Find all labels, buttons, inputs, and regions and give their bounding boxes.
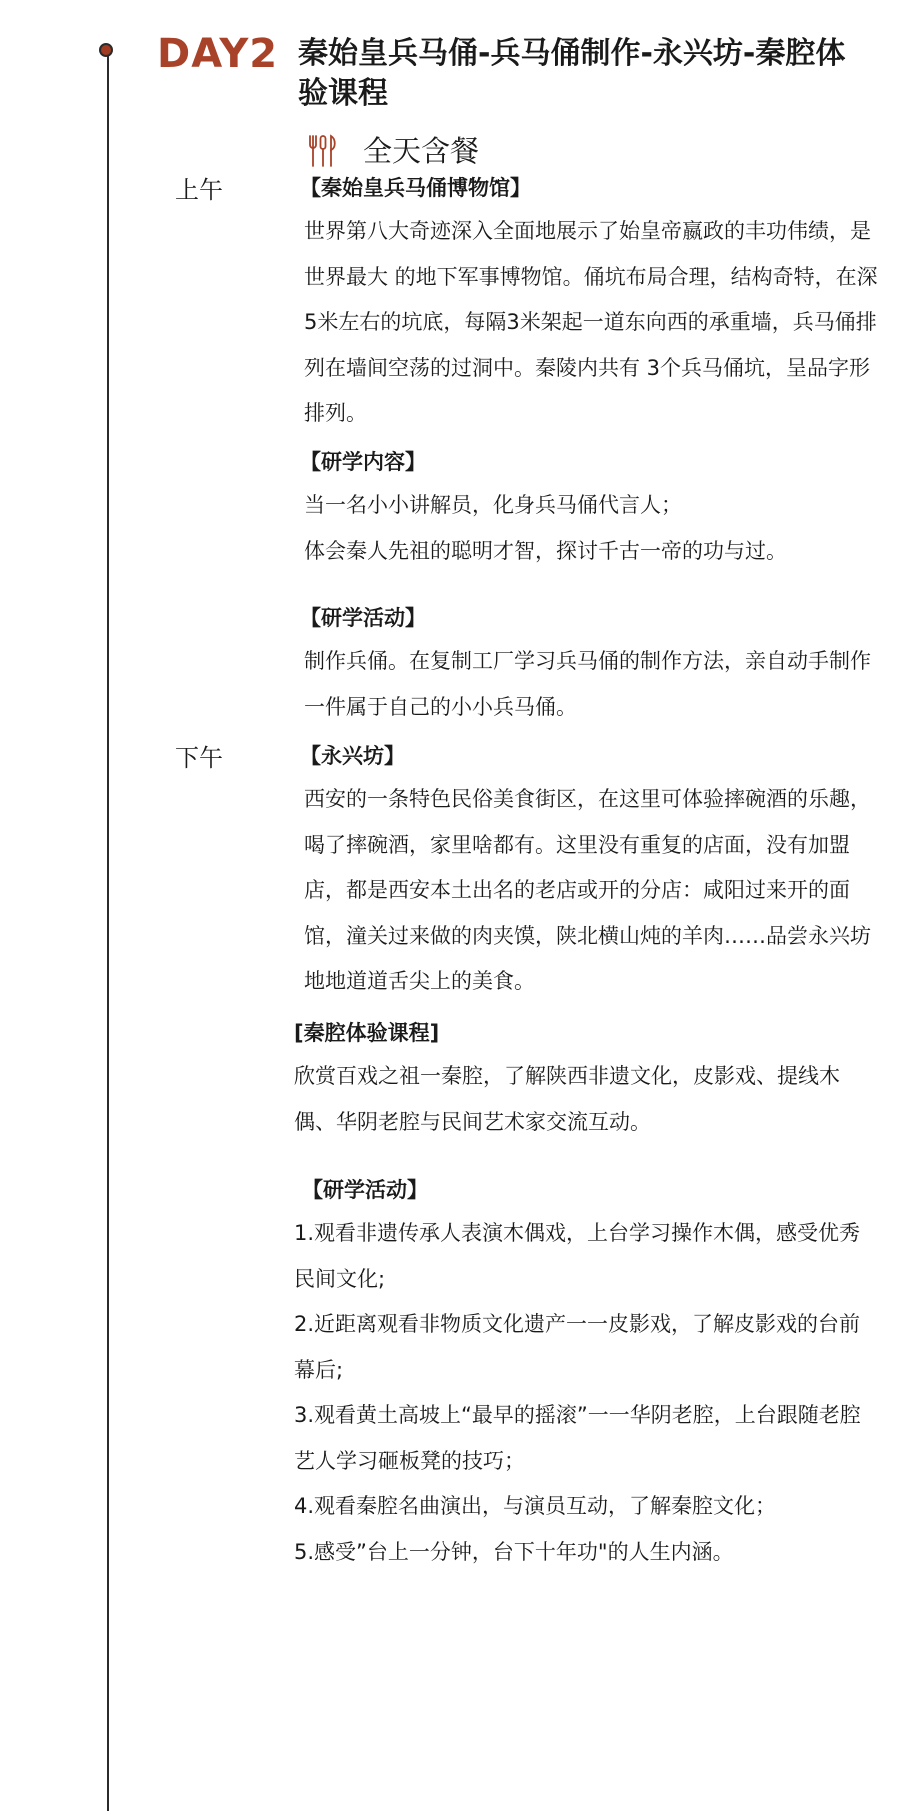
period-afternoon: 下午: [175, 744, 223, 772]
day-title: 秦始皇兵马俑-兵马俑制作-永兴坊-秦腔体验课程: [298, 36, 846, 111]
afternoon-activity-section: [294, 1175, 874, 1575]
museum-section: [300, 173, 880, 437]
afternoon-activity-heading: 【研学活动】: [302, 1178, 428, 1202]
meal-label: 全天含餐: [363, 134, 480, 168]
activity-list: [294, 1211, 874, 1575]
study-content-line: 体会秦人先祖的聪明才智，探讨千古一帝的功与过。: [304, 538, 787, 563]
activity-item: 1.观看非遗传承人表演木偶戏，上台学习操作木偶，感受优秀民间文化;: [294, 1221, 861, 1291]
study-content-line: 当一名小小讲解员，化身兵马俑代言人；: [304, 493, 682, 517]
activity-item: 4.观看秦腔名曲演出，与演员互动，了解秦腔文化；: [294, 1494, 777, 1518]
qinqiang-description: 欣赏百戏之祖一秦腔，了解陕西非遗文化，皮影戏、提线木偶、华阴老腔与民间艺术家交流互动。: [294, 1064, 840, 1134]
cutlery-icon: [305, 133, 341, 169]
timeline-dot: [99, 43, 113, 57]
activity-item: 5.感受”台上一分钟，台下十年功"的人生内涵。: [294, 1539, 734, 1564]
period-morning: 上午: [175, 176, 223, 204]
morning-activity-heading: 【研学活动】: [300, 606, 426, 630]
yongxingfang-section: [300, 741, 880, 1005]
museum-description: 世界第八大奇迹深入全面地展示了始皇帝嬴政的丰功伟绩，是世界最大 的地下军事博物馆。俑坑布局合理，结构奇特，在深 5米左右的坑底，每隔3米架起一道东向西的承重墙，兵马俑排列在墙间空荡的过洞中。秦陵内共有 3个兵马俑坑，呈品字形排列。: [304, 219, 878, 425]
museum-heading: 【秦始皇兵马俑博物馆】: [300, 176, 531, 200]
activity-item: 3.观看黄土高坡上“最早的摇滚”一一华阴老腔，上台跟随老腔艺人学习砸板凳的技巧；: [294, 1403, 861, 1473]
yongxingfang-description: 西安的一条特色民俗美食街区，在这里可体验摔碗酒的乐趣，喝了摔碗酒，家里啥都有。这里没有重复的店面，没有加盟店，都是西安本土出名的老店或开的分店：咸阳过来开的面馆，潼关过来做的肉夹馍，陕北横山炖的羊肉……品尝永兴坊地地道道舌尖上的美食。: [304, 787, 871, 993]
qinqiang-heading: [秦腔体验课程]: [294, 1021, 440, 1045]
study-content-section: [300, 447, 880, 574]
timeline-line: [107, 50, 109, 1811]
yongxingfang-heading: 【永兴坊】: [300, 744, 405, 768]
meal-info: [305, 131, 479, 171]
study-content-heading: 【研学内容】: [300, 450, 426, 474]
morning-activity-description: 制作兵俑。在复制工厂学习兵马俑的制作方法，亲自动手制作一件属于自己的小小兵马俑。: [304, 649, 871, 719]
qinqiang-section: [294, 1018, 874, 1145]
morning-activity-section: [300, 603, 880, 730]
day-label: DAY2: [157, 31, 279, 77]
activity-item: 2.近距离观看非物质文化遗产一一皮影戏，了解皮影戏的台前幕后;: [294, 1312, 861, 1382]
